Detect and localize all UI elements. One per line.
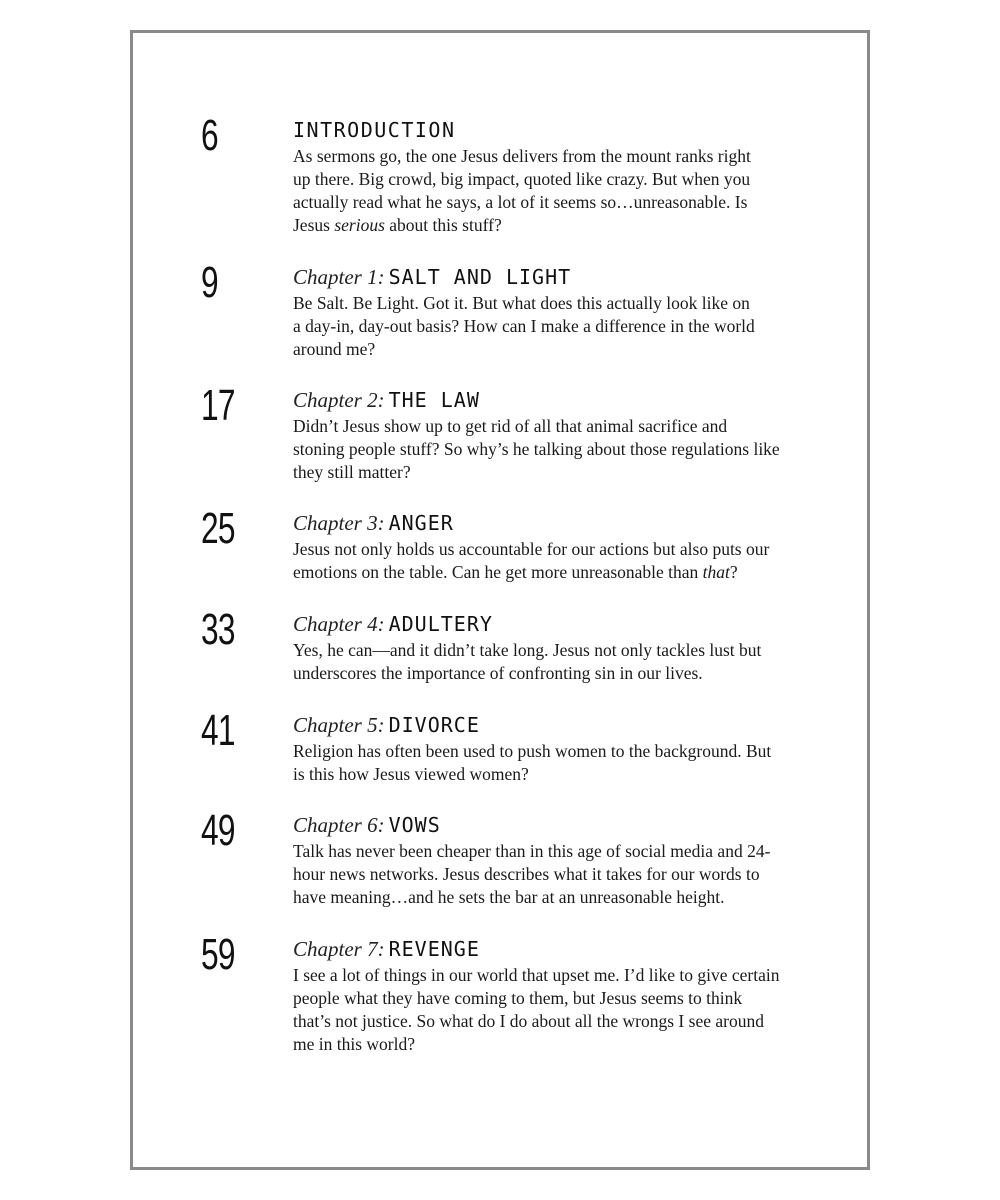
chapter-label: Chapter 2: [293, 388, 385, 412]
description-line: me in this world? [293, 1034, 415, 1054]
description-line: Religion has often been used to push women to the background. But [293, 741, 772, 761]
entry-title: ADULTERY [388, 612, 493, 636]
description-line: up there. Big crowd, big impact, quoted like crazy. But when you [293, 169, 751, 189]
entry-description [293, 415, 813, 484]
description-line: a day-in, day-out basis? How can I make a difference in the world [293, 316, 755, 336]
entry-heading [293, 120, 456, 141]
page-number: 59 [201, 930, 235, 979]
chapter-label: Chapter 5: [293, 713, 385, 737]
entry-title: SALT AND LIGHT [388, 265, 572, 289]
entry-heading [293, 513, 454, 534]
entry-title: ANGER [388, 511, 454, 535]
chapter-label: Chapter 7: [293, 937, 385, 961]
entry-description [293, 292, 813, 361]
page-number: 6 [201, 111, 218, 160]
description-line: is this how Jesus viewed women? [293, 764, 529, 784]
description-line: around me? [293, 339, 376, 359]
entry-heading [293, 715, 480, 736]
entry-heading [293, 267, 571, 288]
chapter-label: Chapter 4: [293, 612, 385, 636]
description-line: have meaning…and he sets the bar at an unreasonable height. [293, 887, 725, 907]
description-text: Jesus [293, 215, 335, 235]
description-line: Be Salt. Be Light. Got it. But what does this actually look like on [293, 293, 750, 313]
description-line: Didn’t Jesus show up to get rid of all that animal sacrifice and [293, 416, 728, 436]
description-line: underscores the importance of confronting sin in our lives. [293, 663, 703, 683]
entry-description [293, 740, 813, 786]
page-number: 25 [201, 504, 235, 553]
entry-title: VOWS [388, 813, 441, 837]
page-number: 9 [201, 258, 218, 307]
description-emphasis: that [702, 562, 730, 582]
description-text: ? [729, 562, 738, 582]
description-text: emotions on the table. Can he get more unreasonable than [293, 562, 703, 582]
description-line: actually read what he says, a lot of it seems so…unreasonable. Is [293, 192, 748, 212]
entry-title: REVENGE [388, 937, 480, 961]
page-number: 33 [201, 605, 235, 654]
chapter-label: Chapter 1: [293, 265, 385, 289]
entry-heading [293, 939, 480, 960]
description-line: Jesus not only holds us accountable for our actions but also puts our [293, 539, 770, 559]
entry-description [293, 964, 813, 1056]
entry-heading [293, 614, 493, 635]
entry-description [293, 639, 813, 685]
entry-heading [293, 815, 441, 836]
description-line: stoning people stuff? So why’s he talking about those regulations like [293, 439, 780, 459]
chapter-label: Chapter 3: [293, 511, 385, 535]
description-line: I see a lot of things in our world that upset me. I’d like to give certain [293, 965, 780, 985]
entry-heading [293, 390, 480, 411]
description-line: they still matter? [293, 462, 411, 482]
description-line: people what they have coming to them, but Jesus seems to think [293, 988, 743, 1008]
entry-title: THE LAW [388, 388, 480, 412]
chapter-label: Chapter 6: [293, 813, 385, 837]
description-line: that’s not justice. So what do I do about all the wrongs I see around [293, 1011, 764, 1031]
entry-title: DIVORCE [388, 713, 480, 737]
entry-description [293, 538, 813, 584]
page-number: 41 [201, 706, 235, 755]
page-number: 49 [201, 806, 235, 855]
book-page [130, 30, 870, 1170]
entry-description [293, 840, 813, 909]
description-line: Talk has never been cheaper than in this age of social media and 24- [293, 841, 771, 861]
description-line: hour news networks. Jesus describes what it takes for our words to [293, 864, 760, 884]
entry-title: INTRODUCTION [293, 118, 456, 142]
page-number: 17 [201, 381, 235, 430]
description-line: As sermons go, the one Jesus delivers from the mount ranks right [293, 146, 751, 166]
description-text: about this stuff? [384, 215, 502, 235]
entry-description [293, 145, 813, 237]
description-line: Yes, he can—and it didn’t take long. Jesus not only tackles lust but [293, 640, 762, 660]
description-emphasis: serious [334, 215, 385, 235]
